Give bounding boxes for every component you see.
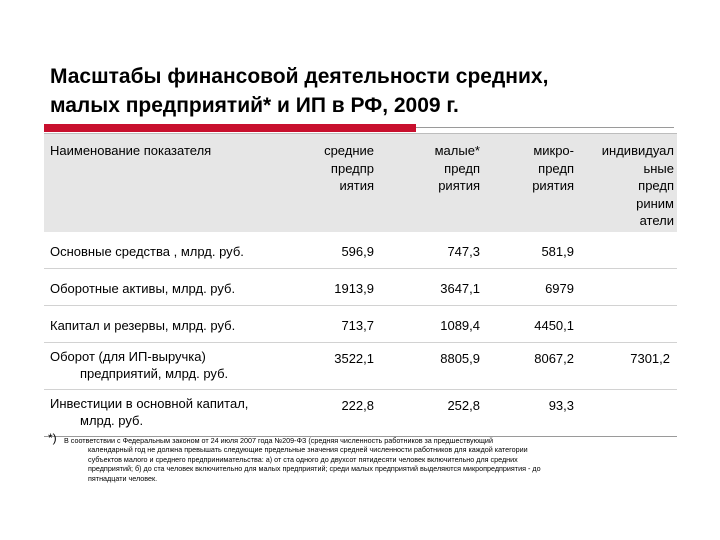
row-label	[50, 348, 280, 382]
header-small-line-1: малые*	[434, 143, 480, 158]
footnote-marker: *)	[48, 431, 57, 445]
header-medium-line-3: иятия	[339, 178, 374, 193]
row-label-line-1: Оборот (для ИП-выручка)	[50, 349, 206, 364]
header-micro-line-3: риятия	[532, 178, 574, 193]
header-ie-line-5: атели	[639, 213, 674, 228]
row-label-line-1: Инвестиции в основной капитал,	[50, 396, 249, 411]
value-individual: 7301,2	[630, 351, 670, 366]
footnote-line-2: календарный год не должна превышать следующие предельные значения средней численности работников для каждой категории	[88, 445, 528, 455]
footnote-line-4: предприятий; б) до ста человек включительно для малых предприятий; среди малых предприятий выделяются микропредприятия - до	[88, 464, 541, 474]
row-label	[50, 395, 280, 429]
header-ie-line-3: предп	[638, 178, 674, 193]
header-small-line-3: риятия	[438, 178, 480, 193]
header-micro-enterprises	[492, 142, 574, 195]
table-row	[44, 232, 677, 269]
financial-table	[44, 133, 677, 437]
header-individual-entrepreneurs	[578, 142, 674, 230]
header-ie-line-1: индивидуал	[601, 143, 674, 158]
header-small-enterprises	[380, 142, 480, 195]
header-ie-line-4: риним	[636, 195, 674, 211]
slide-title	[50, 62, 690, 120]
header-micro-line-1: микро-	[533, 143, 574, 158]
title-accent-bar	[44, 124, 416, 132]
header-indicator-name: Наименование показателя	[50, 143, 212, 158]
header-micro-line-2: предп	[538, 160, 574, 176]
table-row	[44, 390, 677, 437]
row-label: Капитал и резервы, млрд. руб.	[50, 318, 236, 333]
value-micro: 6979	[545, 281, 574, 296]
value-micro: 581,9	[541, 244, 574, 259]
value-small: 747,3	[447, 244, 480, 259]
table-row	[44, 306, 677, 343]
title-line-1: Масштабы финансовой деятельности средних,	[50, 65, 549, 88]
header-small-line-2: предп	[444, 160, 480, 176]
value-micro: 4450,1	[534, 318, 574, 333]
table-header-row	[44, 134, 677, 232]
table-row	[44, 343, 677, 390]
value-small: 8805,9	[440, 351, 480, 366]
header-medium-line-1: средние	[324, 143, 374, 158]
title-line-2: малых предприятий* и ИП в РФ, 2009 г.	[50, 94, 459, 117]
footnote-line-5: пятнадцати человек.	[88, 473, 158, 483]
table-row	[44, 269, 677, 306]
row-label-line-2: предприятий, млрд. руб.	[80, 366, 229, 381]
header-medium-enterprises	[270, 142, 374, 195]
value-medium: 1913,9	[334, 281, 374, 296]
value-small: 3647,1	[440, 281, 480, 296]
value-micro: 93,3	[548, 398, 574, 413]
row-label: Оборотные активы, млрд. руб.	[50, 281, 236, 296]
row-label-line-2: млрд. руб.	[80, 413, 144, 428]
footnote-line-3: субъектов малого и среднего предпринимательства: а) от ста одного до двухсот пятидесяти человек включительно для средних	[88, 454, 518, 464]
value-small: 252,8	[447, 398, 480, 413]
value-medium: 713,7	[341, 318, 374, 333]
header-medium-line-2: предпр	[330, 160, 374, 176]
header-ie-line-2: ьные	[643, 160, 674, 176]
value-micro: 8067,2	[534, 351, 574, 366]
value-medium: 596,9	[341, 244, 374, 259]
footnote	[48, 431, 674, 483]
value-medium: 222,8	[341, 398, 374, 413]
value-small: 1089,4	[440, 318, 480, 333]
footnote-line-1: В соответствии с Федеральным законом от 24 июля 2007 года №209-ФЗ (средняя численность работников за предшествующий	[64, 436, 493, 445]
value-medium: 3522,1	[334, 351, 374, 366]
row-label: Основные средства , млрд. руб.	[50, 244, 244, 259]
